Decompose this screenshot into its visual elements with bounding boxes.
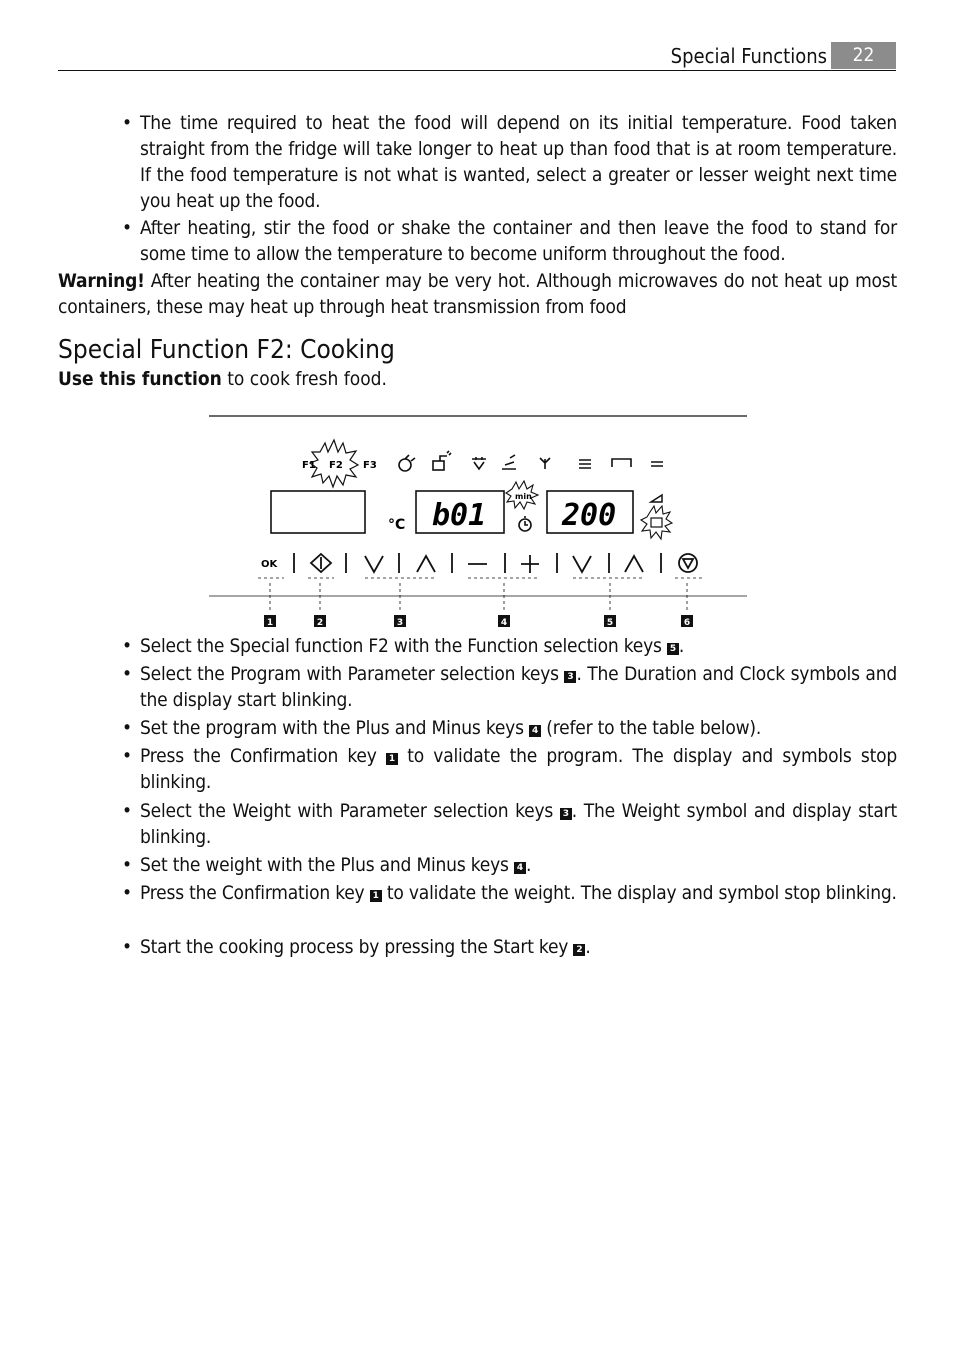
step-7: • Press the Confirmation key 1 to validate the weight. The display and symbol stop blinking. bbox=[140, 880, 897, 906]
control-panel-svg bbox=[200, 405, 760, 635]
key-brackets bbox=[258, 578, 702, 610]
f3-label: F3 bbox=[363, 460, 377, 471]
weight-blink-icon bbox=[641, 506, 672, 539]
step-2: • Select the Program with Parameter selection keys 3 . The Duration and Clock symbols and the display start blinking. bbox=[140, 661, 897, 713]
f2-label: F2 bbox=[329, 460, 343, 471]
control-panel-diagram bbox=[200, 405, 760, 635]
step-1: • Select the Special function F2 with the Function selection keys 5 . bbox=[140, 633, 897, 659]
combi-icon bbox=[502, 455, 516, 469]
key-callout: 3 bbox=[560, 808, 572, 820]
use-line bbox=[58, 366, 387, 392]
clock-display bbox=[271, 491, 365, 533]
function-up-key[interactable] bbox=[625, 556, 643, 572]
callout-4: 4 bbox=[500, 618, 508, 628]
key-callout: 4 bbox=[514, 862, 526, 874]
key-callout: 3 bbox=[564, 671, 576, 683]
callout-3: 3 bbox=[396, 618, 404, 628]
step-3: • Set the program with the Plus and Minus keys 4 (refer to the table below). bbox=[140, 715, 897, 741]
stop-key-icon[interactable] bbox=[679, 554, 697, 572]
step-8: • Start the cooking process by pressing the Start key 2 . bbox=[140, 934, 897, 960]
section-heading: Special Function F2: Cooking bbox=[58, 335, 395, 365]
warning-text: After heating the container may be very hot. Although microwaves do not heat up most containers, these may heat up through heat transmission from food bbox=[58, 270, 897, 318]
callout-5: 5 bbox=[606, 618, 614, 628]
key-callout: 4 bbox=[529, 725, 541, 737]
callout-2: 2 bbox=[316, 618, 324, 628]
use-text: to cook fresh food. bbox=[221, 368, 387, 390]
weight-icon bbox=[651, 495, 662, 502]
intro-bullet-1: • The time required to heat the food will depend on its initial temperature. Food taken straight from the fridge will take longer to heat up than food that is at room temperature. If the food temperature is not what is wanted, select a greater or lesser weight next time you heat up the food. bbox=[140, 110, 897, 214]
page-number: 22 bbox=[831, 42, 896, 69]
param-up-key[interactable] bbox=[417, 556, 435, 572]
duration-blink-icon bbox=[506, 481, 538, 509]
clock-icon bbox=[519, 516, 531, 531]
step-5: • Select the Weight with Parameter selection keys 3 . The Weight symbol and display start blinking. bbox=[140, 798, 897, 850]
f1-label: F1 bbox=[302, 460, 316, 471]
temperature-unit: °C bbox=[388, 517, 406, 533]
warning-paragraph bbox=[58, 268, 897, 320]
start-key-icon[interactable] bbox=[311, 554, 331, 572]
intro-bullet-2: • After heating, stir the food or shake the container and then leave the food to stand for some time to allow the temperature to become uniform throughout the food. bbox=[140, 215, 897, 267]
key-callout: 5 bbox=[667, 643, 679, 655]
use-label: Use this function bbox=[58, 368, 222, 390]
step-6: • Set the weight with the Plus and Minus keys 4 . bbox=[140, 852, 897, 878]
top-heat-icon bbox=[612, 459, 631, 467]
program-display-value: b01 bbox=[432, 498, 487, 533]
weight-display-value: 200 bbox=[562, 498, 617, 533]
key-callout: 1 bbox=[370, 890, 382, 902]
reheat-icon bbox=[433, 451, 451, 470]
callout-6: 6 bbox=[683, 618, 691, 628]
svg-text:min: min bbox=[515, 492, 532, 501]
plus-key[interactable] bbox=[521, 555, 539, 573]
defrost-icon bbox=[399, 455, 415, 471]
param-down-key[interactable] bbox=[365, 556, 383, 572]
key-callout: 1 bbox=[386, 753, 398, 765]
header-rule bbox=[58, 70, 896, 71]
fan-icon bbox=[540, 458, 550, 469]
warning-label: Warning! bbox=[58, 270, 145, 292]
function-down-key[interactable] bbox=[573, 556, 591, 572]
key-callout: 2 bbox=[573, 944, 585, 956]
step-4: • Press the Confirmation key 1 to validate the program. The display and symbols stop blinking. bbox=[140, 743, 897, 795]
grill-icon bbox=[472, 457, 486, 469]
ok-key[interactable]: OK bbox=[261, 559, 278, 570]
section-title: Special Functions bbox=[670, 44, 827, 68]
bottom-heat-icon bbox=[579, 460, 591, 468]
callout-1: 1 bbox=[266, 618, 274, 628]
pizza-icon bbox=[651, 462, 663, 466]
